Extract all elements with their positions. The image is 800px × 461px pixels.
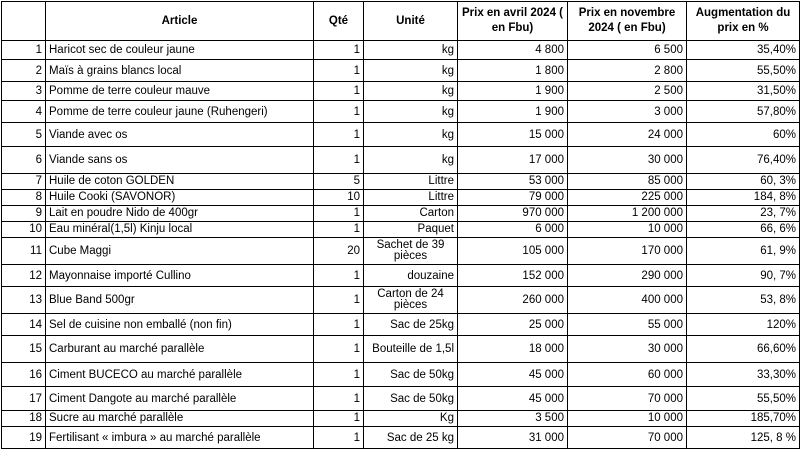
row-increase: 23, 7% xyxy=(687,206,800,222)
row-num: 4 xyxy=(2,101,46,123)
row-price-november: 85 000 xyxy=(568,174,687,190)
row-price-april: 6 000 xyxy=(458,222,568,238)
row-article: Viande sans os xyxy=(46,147,314,174)
row-increase: 35,40% xyxy=(687,41,800,60)
row-unit: Littre xyxy=(364,174,458,190)
row-unit: kg xyxy=(364,101,458,123)
row-qty: 1 xyxy=(314,206,364,222)
row-qty: 1 xyxy=(314,387,364,411)
row-price-november: 10 000 xyxy=(568,222,687,238)
row-price-april: 3 500 xyxy=(458,411,568,427)
header-unit: Unité xyxy=(364,2,458,41)
row-price-april: 45 000 xyxy=(458,363,568,387)
row-qty: 1 xyxy=(314,427,364,449)
row-unit: Sac de 25kg xyxy=(364,314,458,336)
header-price-november: Prix en novembre 2024 ( en Fbu) xyxy=(568,2,687,41)
header-num xyxy=(2,2,46,41)
row-price-april: 45 000 xyxy=(458,387,568,411)
row-qty: 1 xyxy=(314,41,364,60)
row-price-april: 18 000 xyxy=(458,336,568,363)
row-price-april: 260 000 xyxy=(458,287,568,314)
table-row xyxy=(2,363,800,387)
row-price-november: 70 000 xyxy=(568,387,687,411)
row-article: Ciment Dangote au marché parallèle xyxy=(46,387,314,411)
row-num: 6 xyxy=(2,147,46,174)
row-price-april: 1 800 xyxy=(458,60,568,82)
row-num: 17 xyxy=(2,387,46,411)
row-num: 10 xyxy=(2,222,46,238)
row-unit: kg xyxy=(364,123,458,147)
row-price-november: 290 000 xyxy=(568,265,687,287)
header-price-april: Prix en avril 2024 ( en Fbu) xyxy=(458,2,568,41)
row-increase: 185,70% xyxy=(687,411,800,427)
row-price-april: 105 000 xyxy=(458,238,568,265)
row-article: Lait en poudre Nido de 400gr xyxy=(46,206,314,222)
row-price-november: 400 000 xyxy=(568,287,687,314)
row-article: Huile de coton GOLDEN xyxy=(46,174,314,190)
row-price-april: 25 000 xyxy=(458,314,568,336)
row-increase: 125, 8 % xyxy=(687,427,800,449)
row-price-april: 17 000 xyxy=(458,147,568,174)
row-increase: 66,60% xyxy=(687,336,800,363)
table-row xyxy=(2,314,800,336)
row-increase: 55,50% xyxy=(687,387,800,411)
row-article: Viande avec os xyxy=(46,123,314,147)
table-row xyxy=(2,41,800,60)
row-increase: 33,30% xyxy=(687,363,800,387)
row-increase: 184, 8% xyxy=(687,190,800,206)
row-unit: kg xyxy=(364,82,458,101)
row-qty: 1 xyxy=(314,314,364,336)
row-price-april: 4 800 xyxy=(458,41,568,60)
row-article: Sel de cuisine non emballé (non fin) xyxy=(46,314,314,336)
row-increase: 76,40% xyxy=(687,147,800,174)
row-unit: Sac de 25 kg xyxy=(364,427,458,449)
row-price-november: 2 800 xyxy=(568,60,687,82)
row-price-april: 53 000 xyxy=(458,174,568,190)
row-article: Maïs à grains blancs local xyxy=(46,60,314,82)
row-article: Pomme de terre couleur mauve xyxy=(46,82,314,101)
row-qty: 1 xyxy=(314,336,364,363)
row-article: Carburant au marché parallèle xyxy=(46,336,314,363)
table-row xyxy=(2,123,800,147)
row-qty: 1 xyxy=(314,101,364,123)
row-num: 19 xyxy=(2,427,46,449)
row-unit: Carton de 24 pièces xyxy=(364,287,458,314)
row-qty: 1 xyxy=(314,123,364,147)
row-increase: 90, 7% xyxy=(687,265,800,287)
table-row xyxy=(2,222,800,238)
table-row xyxy=(2,411,800,427)
row-price-april: 15 000 xyxy=(458,123,568,147)
row-num: 8 xyxy=(2,190,46,206)
table-header-row xyxy=(2,2,800,41)
row-article: Pomme de terre couleur jaune (Ruhengeri) xyxy=(46,101,314,123)
header-increase: Augmentation du prix en % xyxy=(687,2,800,41)
row-num: 14 xyxy=(2,314,46,336)
row-num: 3 xyxy=(2,82,46,101)
row-article: Blue Band 500gr xyxy=(46,287,314,314)
row-article: Cube Maggi xyxy=(46,238,314,265)
row-unit: Sac de 50kg xyxy=(364,387,458,411)
row-increase: 57,80% xyxy=(687,101,800,123)
row-qty: 1 xyxy=(314,222,364,238)
row-price-april: 79 000 xyxy=(458,190,568,206)
row-price-november: 170 000 xyxy=(568,238,687,265)
row-article: Mayonnaise importé Cullino xyxy=(46,265,314,287)
row-price-april: 970 000 xyxy=(458,206,568,222)
row-price-november: 60 000 xyxy=(568,363,687,387)
row-unit: kg xyxy=(364,147,458,174)
row-article: Ciment BUCECO au marché parallèle xyxy=(46,363,314,387)
row-num: 2 xyxy=(2,60,46,82)
row-num: 13 xyxy=(2,287,46,314)
row-num: 7 xyxy=(2,174,46,190)
row-unit: Carton xyxy=(364,206,458,222)
row-unit: Littre xyxy=(364,190,458,206)
row-article: Sucre au marché parallèle xyxy=(46,411,314,427)
row-price-november: 30 000 xyxy=(568,336,687,363)
row-price-november: 1 200 000 xyxy=(568,206,687,222)
row-price-april: 31 000 xyxy=(458,427,568,449)
row-qty: 1 xyxy=(314,147,364,174)
row-increase: 53, 8% xyxy=(687,287,800,314)
row-qty: 1 xyxy=(314,411,364,427)
row-num: 11 xyxy=(2,238,46,265)
table-row xyxy=(2,238,800,265)
header-qty: Qté xyxy=(314,2,364,41)
row-num: 9 xyxy=(2,206,46,222)
row-increase: 31,50% xyxy=(687,82,800,101)
row-increase: 61, 9% xyxy=(687,238,800,265)
row-increase: 55,50% xyxy=(687,60,800,82)
table-row xyxy=(2,82,800,101)
row-qty: 5 xyxy=(314,174,364,190)
table-row xyxy=(2,101,800,123)
row-unit: Kg xyxy=(364,411,458,427)
row-article: Fertilisant « imbura » au marché parallèle xyxy=(46,427,314,449)
table-row xyxy=(2,60,800,82)
row-article: Haricot sec de couleur jaune xyxy=(46,41,314,60)
table-row xyxy=(2,174,800,190)
row-price-november: 2 500 xyxy=(568,82,687,101)
row-qty: 20 xyxy=(314,238,364,265)
row-price-november: 225 000 xyxy=(568,190,687,206)
row-price-april: 1 900 xyxy=(458,101,568,123)
row-increase: 120% xyxy=(687,314,800,336)
row-price-november: 10 000 xyxy=(568,411,687,427)
row-price-november: 3 000 xyxy=(568,101,687,123)
row-qty: 10 xyxy=(314,190,364,206)
row-qty: 1 xyxy=(314,82,364,101)
table-row xyxy=(2,190,800,206)
row-num: 5 xyxy=(2,123,46,147)
table-row xyxy=(2,287,800,314)
row-price-november: 55 000 xyxy=(568,314,687,336)
row-increase: 60% xyxy=(687,123,800,147)
row-unit: kg xyxy=(364,41,458,60)
row-price-april: 1 900 xyxy=(458,82,568,101)
row-num: 18 xyxy=(2,411,46,427)
price-comparison-table xyxy=(1,1,800,449)
row-article: Eau minéral(1,5l) Kinju local xyxy=(46,222,314,238)
header-article: Article xyxy=(46,2,314,41)
row-unit: douzaine xyxy=(364,265,458,287)
row-qty: 1 xyxy=(314,363,364,387)
row-increase: 60, 3% xyxy=(687,174,800,190)
table-row xyxy=(2,336,800,363)
row-unit: Paquet xyxy=(364,222,458,238)
table-row xyxy=(2,265,800,287)
row-num: 1 xyxy=(2,41,46,60)
row-article: Huile Cooki (SAVONOR) xyxy=(46,190,314,206)
row-increase: 66, 6% xyxy=(687,222,800,238)
row-num: 15 xyxy=(2,336,46,363)
table-row xyxy=(2,387,800,411)
table-row xyxy=(2,427,800,449)
row-unit: Sachet de 39 pièces xyxy=(364,238,458,265)
table-row xyxy=(2,147,800,174)
row-num: 12 xyxy=(2,265,46,287)
row-price-november: 24 000 xyxy=(568,123,687,147)
row-qty: 1 xyxy=(314,287,364,314)
table-body xyxy=(2,41,800,449)
row-unit: kg xyxy=(364,60,458,82)
row-unit: Bouteille de 1,5l xyxy=(364,336,458,363)
row-qty: 1 xyxy=(314,60,364,82)
row-price-november: 70 000 xyxy=(568,427,687,449)
row-price-april: 152 000 xyxy=(458,265,568,287)
row-unit: Sac de 50kg xyxy=(364,363,458,387)
row-qty: 1 xyxy=(314,265,364,287)
table-row xyxy=(2,206,800,222)
row-price-november: 30 000 xyxy=(568,147,687,174)
row-price-november: 6 500 xyxy=(568,41,687,60)
row-num: 16 xyxy=(2,363,46,387)
